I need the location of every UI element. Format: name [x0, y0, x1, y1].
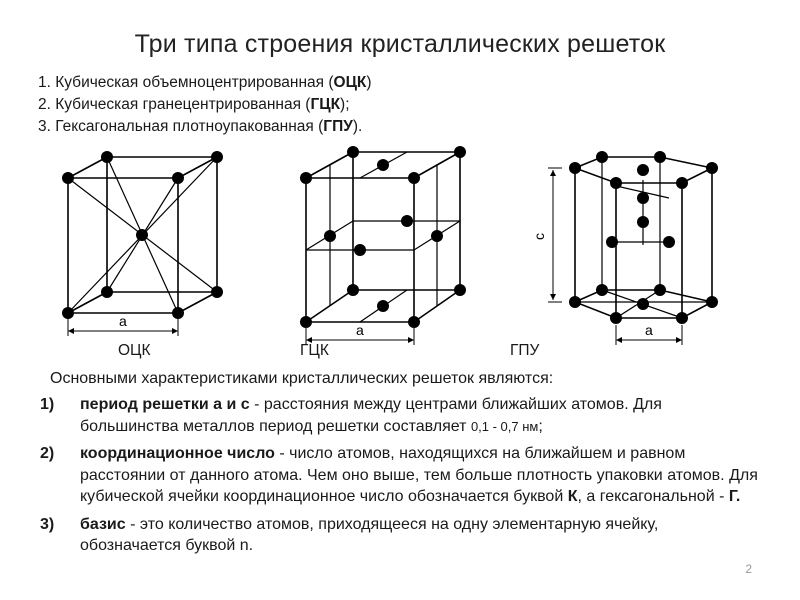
- atom-center: [637, 298, 649, 310]
- atom: [654, 284, 666, 296]
- fcc-dim-a-label: a: [356, 322, 364, 338]
- atom: [610, 177, 622, 189]
- atom: [347, 284, 359, 296]
- characteristics-list: [40, 394, 760, 563]
- atom: [408, 172, 420, 184]
- atom-mid: [637, 216, 649, 228]
- atom: [62, 172, 74, 184]
- lattice-type-fcc: 2. Кубическая гранецентрированная (ГЦК);: [38, 96, 350, 113]
- list-item: 1) период решетки а и с - расстояния между центрами ближайших атомов. Для большинства металлов период решетки составляет 0,1 - 0,7 нм;: [40, 396, 662, 435]
- fcc-cube-diagram: [306, 152, 460, 345]
- atom-face: [354, 244, 366, 256]
- atom-face: [431, 230, 443, 242]
- atom: [211, 286, 223, 298]
- atom: [172, 307, 184, 319]
- atom: [62, 307, 74, 319]
- slide-title: Три типа строения кристаллических решеток: [134, 30, 666, 58]
- atom-face: [377, 159, 389, 171]
- atom-face: [401, 215, 413, 227]
- atom: [101, 286, 113, 298]
- characteristics-intro: Основными характеристиками кристаллических решеток являются:: [50, 370, 554, 387]
- atom: [101, 151, 113, 163]
- lattice-type-hcp: 3. Гексагональная плотноупакованная (ГПУ).: [38, 118, 363, 135]
- atom: [706, 296, 718, 308]
- atom-center: [637, 164, 649, 176]
- atom: [596, 284, 608, 296]
- atom: [654, 151, 666, 163]
- atom: [596, 151, 608, 163]
- atom: [706, 162, 718, 174]
- atom: [300, 316, 312, 328]
- atom: [676, 177, 688, 189]
- atom-mid: [606, 236, 618, 248]
- atom-mid: [637, 192, 649, 204]
- atom: [211, 151, 223, 163]
- bcc-caption: ОЦК: [118, 342, 151, 359]
- atom: [300, 172, 312, 184]
- atom-face: [324, 230, 336, 242]
- list-item: 2) координационное число - число атомов, находящихся на ближайшем и равном расстоянии от данного атома. Чем оно выше, тем больше плотность упаковки атомов. Для кубической ячейки координационное число обозначается буквой К, а гексагональной - Г.: [40, 445, 758, 505]
- bcc-cube-diagram: [68, 157, 217, 336]
- atom-mid: [663, 236, 675, 248]
- atom-face: [377, 300, 389, 312]
- fcc-caption: ГЦК: [300, 342, 329, 359]
- atom: [610, 312, 622, 324]
- list-item: 3) базис - это количество атомов, приходящееся на одну элементарную ячейку, обозначается буквой n.: [40, 515, 659, 554]
- atom: [676, 312, 688, 324]
- hcp-caption: ГПУ: [510, 342, 540, 359]
- hcp-dim-c-label: c: [531, 233, 547, 240]
- atom: [454, 146, 466, 158]
- atom: [569, 162, 581, 174]
- atom: [408, 316, 420, 328]
- hcp-dim-a-label: a: [645, 322, 653, 338]
- atom: [569, 296, 581, 308]
- atom: [172, 172, 184, 184]
- lattice-type-bcc: 1. Кубическая объемноцентрированная (ОЦК): [38, 74, 372, 91]
- atom: [347, 146, 359, 158]
- page-number: 2: [745, 562, 752, 576]
- atom-center: [136, 229, 148, 241]
- atom: [454, 284, 466, 296]
- bcc-dim-a-label: a: [119, 313, 127, 329]
